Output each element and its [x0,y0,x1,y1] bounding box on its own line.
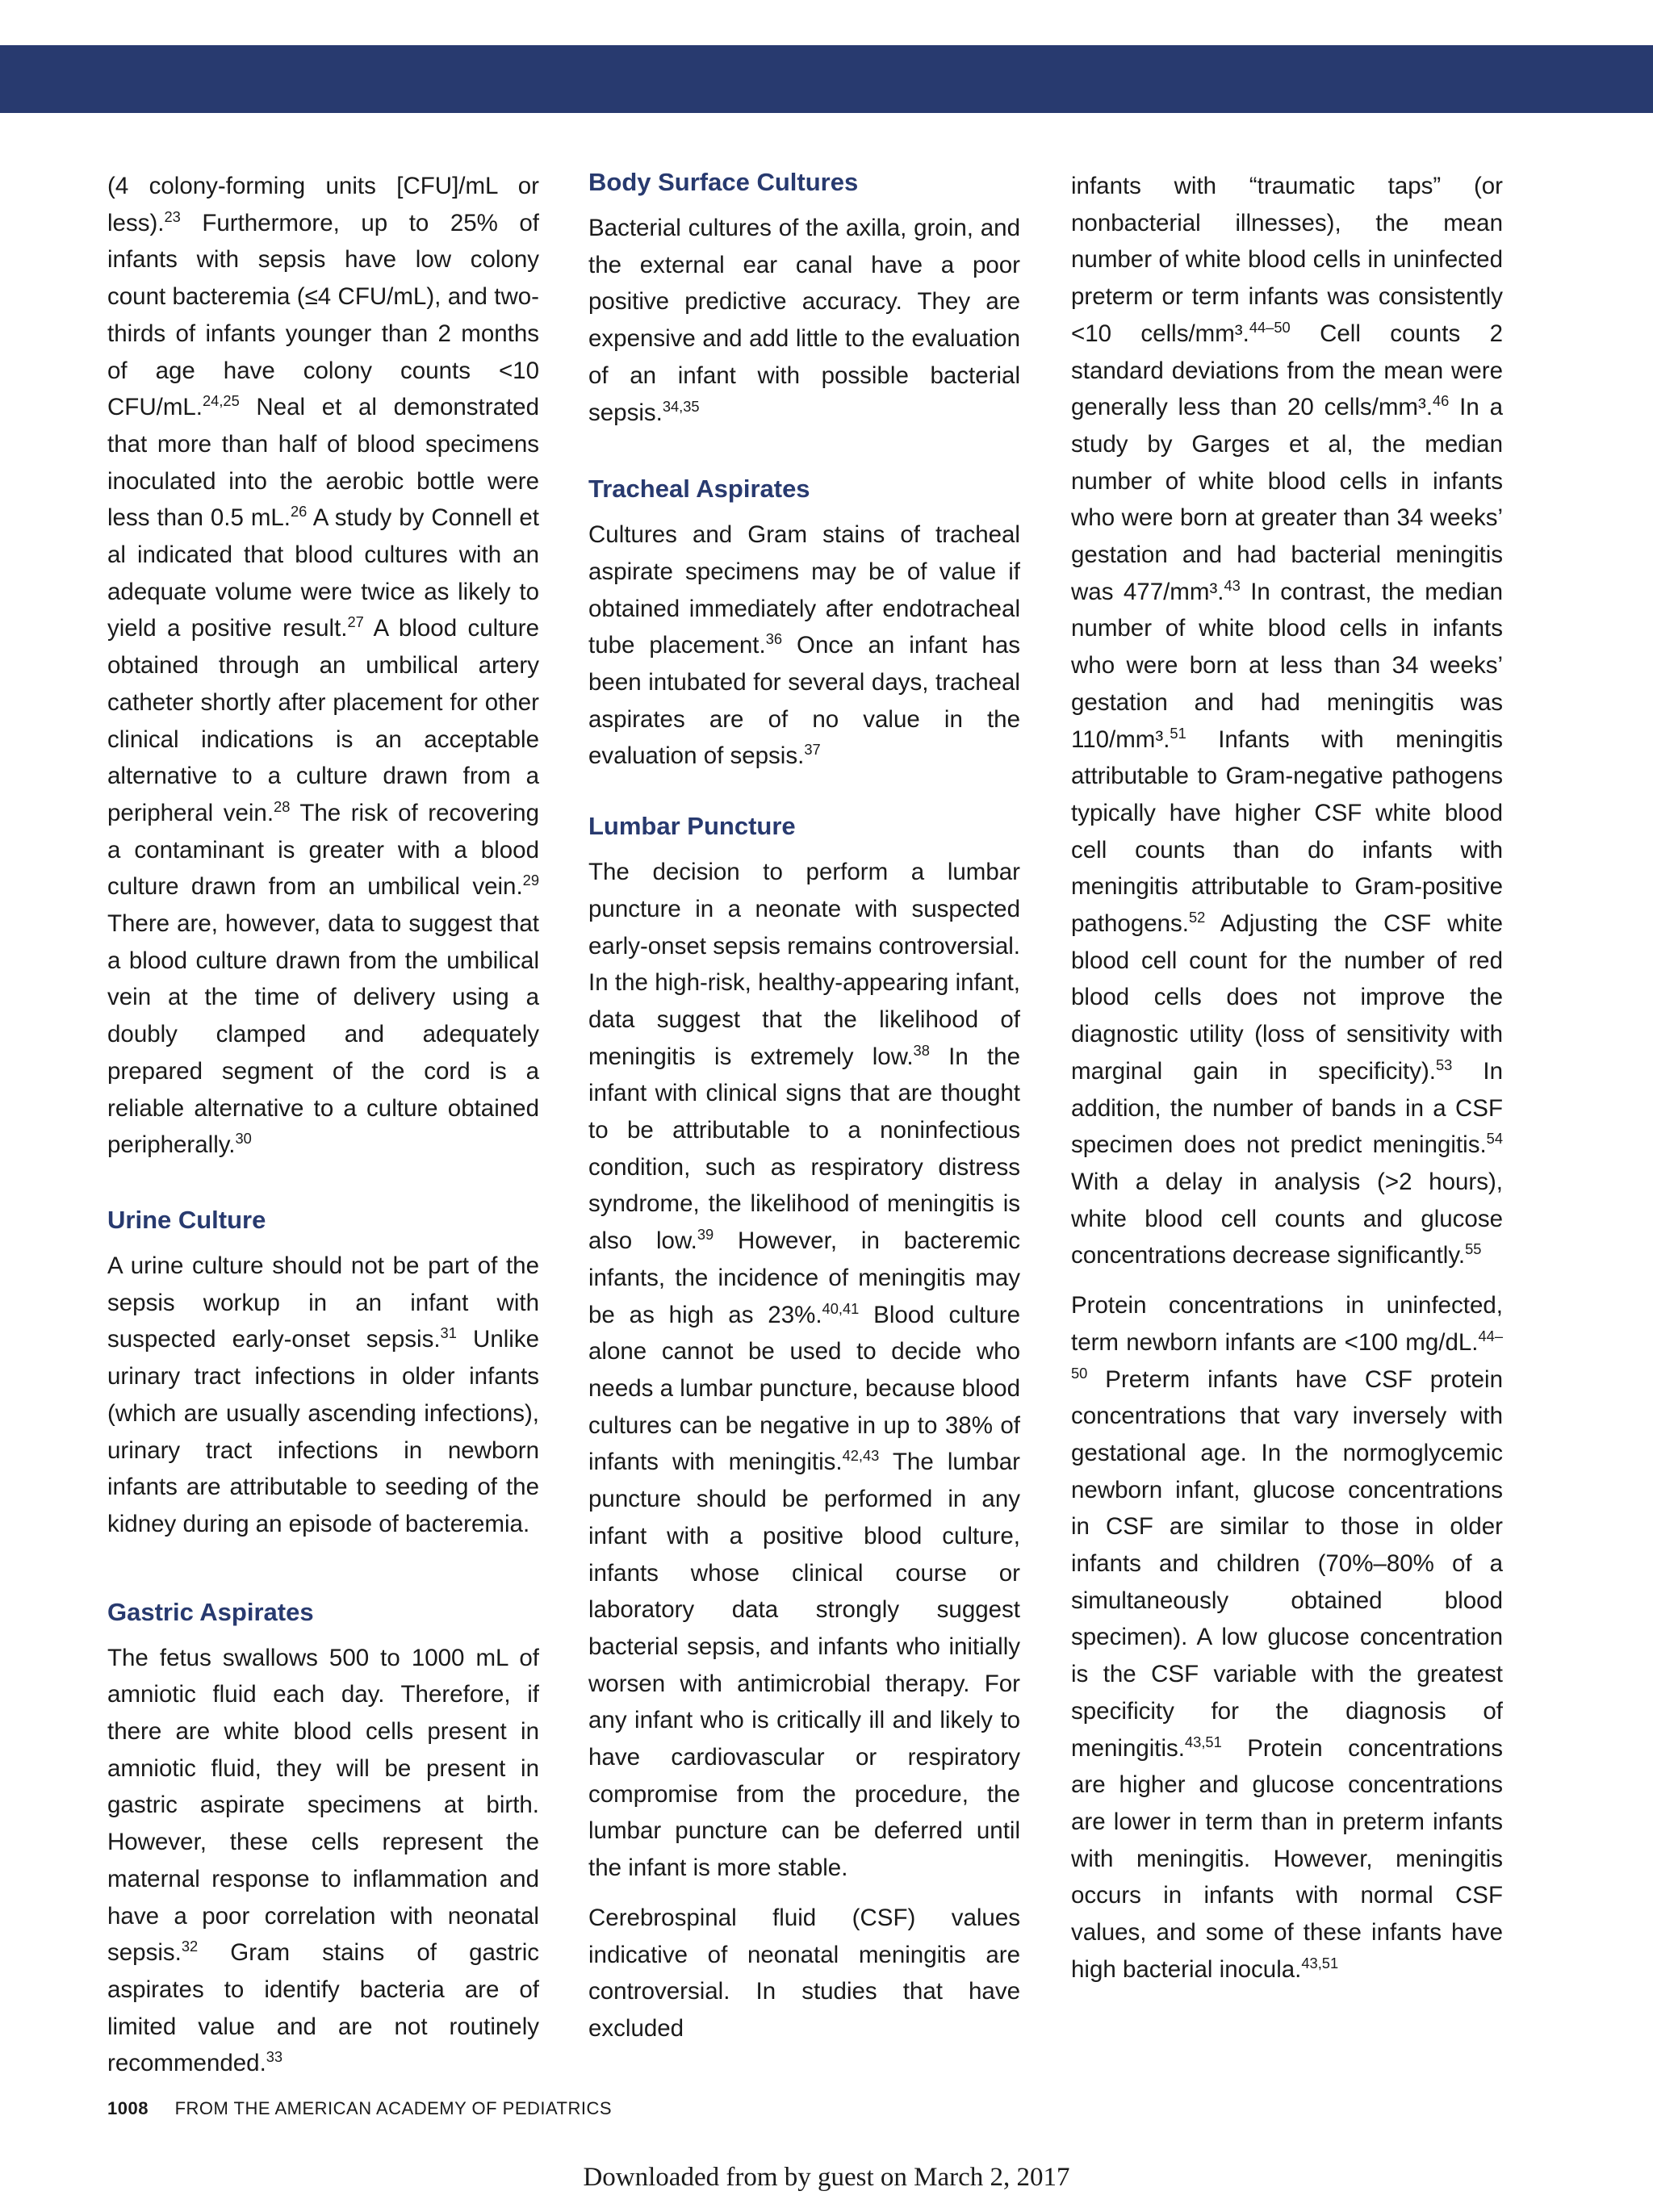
text-run: Neal et al demonstrated that more than half of blood specimens inoculated into the aerobic bottle were less than 0.5 mL. [107,394,539,532]
paragraph-protein-glucose [1071,1287,1503,1988]
text-run: infants with “traumatic taps” (or nonbacterial illnesses), the mean number of white blood cells in uninfected preterm or term infants was consistently <10 cells/mm³. [1071,173,1503,347]
paragraph-tracheal-aspirates [588,516,1020,775]
text-run: A study by Connell et al indicated that blood cultures with an adequate volume were twice as likely to yield a positive result. [107,504,539,642]
text-run: With a delay in analysis (>2 hours), white blood cell counts and glucose concentrations decrease significantly. [1071,1168,1503,1269]
top-banner [0,45,1653,113]
text-run: The fetus swallows 500 to 1000 mL of amniotic fluid each day. Therefore, if there are white blood cells present in amniotic fluid, they will be present in gastric aspirate specimens at birth. However, these cells represent the maternal response to inflammation and have a poor correlation with neonatal sepsis. [107,1644,539,1967]
citation-ref: 33 [266,2048,283,2066]
paragraph-csf-cell-counts [1071,168,1503,1274]
citation-ref: 36 [765,630,783,648]
citation-ref: 38 [913,1041,930,1059]
text-run: Cerebrospinal fluid (CSF) values indicative of neonatal meningitis are controversial. In studies that have excluded [588,1904,1020,2042]
citation-ref: 23 [164,207,181,225]
citation-ref: 30 [235,1130,252,1148]
heading-urine-culture: Urine Culture [107,1205,266,1234]
citation-ref: 53 [1435,1056,1453,1073]
column-3 [1071,168,1503,2001]
citation-ref: 31 [440,1324,457,1342]
heading-gastric-aspirates: Gastric Aspirates [107,1597,314,1626]
citation-ref: 32 [181,1938,199,1955]
journal-source: FROM THE AMERICAN ACADEMY OF PEDIATRICS [174,2098,613,2118]
text-run: In the infant with clinical signs that are thought to be attributable to a noninfectious condition, such as respiratory distress syndrome, the likelihood of meningitis is also low. [588,1043,1020,1255]
text-run: Protein concentrations are higher and glucose concentrations are lower in term than in preterm infants with meningitis. However, meningitis occurs in infants with normal CSF values, and some of these infants have high bacterial inocula. [1071,1734,1503,1983]
text-run: Cell counts 2 standard deviations from the mean were generally less than 20 cells/mm³. [1071,320,1503,421]
text-run: Blood culture alone cannot be used to decide who needs a lumbar puncture, because blood cultures can be negative in up to 38% of infants with meningitis. [588,1301,1020,1476]
citation-ref: 46 [1433,392,1450,410]
page-number: 1008 [107,2098,149,2118]
citation-ref: 42,43 [842,1447,880,1465]
text-run: Adjusting the CSF white blood cell count for the number of red blood cells does not improve the diagnostic utility (loss of sensitivity with marginal gain in specificity). [1071,910,1503,1085]
text-run: There are, however, data to suggest that a blood culture drawn from the umbilical vein at the time of delivery using a doubly clamped and adequately prepared segment of the cord is a reliable alternative to a culture obtained peripherally. [107,910,539,1159]
citation-ref: 43,51 [1185,1733,1222,1750]
text-run: Bacterial cultures of the axilla, groin, and the external ear canal have a poor positive predictive accuracy. They are expensive and add little to the evaluation of an infant with possible bacterial sepsis. [588,215,1020,426]
text-run: (4 colony-forming units [CFU]/mL or less). [107,173,539,236]
text-run: Cultures and Gram stains of tracheal aspirate specimens may be of value if obtained immediately after endotracheal tube placement. [588,521,1020,659]
text-run: However, in bacteremic infants, the incidence of meningitis may be as high as 23%. [588,1227,1020,1328]
text-run: In a study by Garges et al, the median number of white blood cells in infants who were born at greater than 34 weeks’ gestation and had bacterial meningitis was 477/mm³. [1071,394,1503,605]
citation-ref: 43,51 [1301,1954,1339,1972]
citation-ref: 43 [1224,576,1241,594]
text-run: Infants with meningitis attributable to Gram-negative pathogens typically have higher CSF white blood cell counts than do infants with meningitis attributable to Gram-positive pathogens. [1071,725,1503,938]
citation-ref: 24,25 [203,392,240,410]
paragraph-csf-values [588,1900,1020,2047]
heading-body-surface-cultures: Body Surface Cultures [588,168,859,196]
heading-tracheal-aspirates: Tracheal Aspirates [588,475,810,504]
citation-ref: 54 [1486,1130,1503,1148]
heading-lumbar-puncture: Lumbar Puncture [588,812,796,841]
text-run: Once an infant has been intubated for several days, tracheal aspirates are of no value in the evaluation of sepsis. [588,632,1020,770]
text-run: In contrast, the median number of white blood cells in infants who were born at less than 34 weeks’ gestation and had meningitis was 110/mm³. [1071,578,1503,753]
citation-ref: 28 [274,797,291,815]
citation-ref: 39 [697,1226,714,1244]
paragraph-body-surface-cultures [588,210,1020,431]
text-run: In addition, the number of bands in a CSF specimen does not predict meningitis. [1071,1057,1503,1159]
text-run: The decision to perform a lumbar puncture in a neonate with suspected early-onset sepsis remains controversial. In the high-risk, healthy-appearing infant, data suggest that the likelihood of meningitis is extremely low. [588,859,1020,1070]
citation-ref: 34,35 [662,397,700,415]
text-run: The lumbar puncture should be performed in any infant with a positive blood culture, infants whose clinical course or laboratory data strongly suggest bacterial sepsis, and infants who initially worsen with antimicrobial therapy. For any infant who is critically ill and likely to have cardiovascular or respiratory compromise from the procedure, the lumbar puncture can be deferred until the infant is more stable. [588,1449,1020,1882]
citation-ref: 40,41 [822,1299,860,1317]
paragraph-lumbar-puncture [588,854,1020,1887]
citation-ref: 51 [1170,724,1186,742]
page-footer [107,2098,612,2119]
citation-ref: 26 [291,503,308,521]
text-run: Unlike urinary tract infections in older infants (which are usually ascending infections), urinary tract infections in newborn infants are attributable to seeding of the kidney during an episode of bacteremia. [107,1326,539,1537]
citation-ref: 29 [522,872,539,889]
column-2 [588,168,1020,2060]
column-1 [107,168,539,2095]
download-note: Downloaded from by guest on March 2, 2017 [583,2163,1070,2192]
text-run: A urine culture should not be part of the sepsis workup in an infant with suspected early-onset sepsis. [107,1252,539,1353]
citation-ref: 27 [347,613,364,631]
text-run: The risk of recovering a contaminant is greater with a blood culture drawn from an umbilical vein. [107,799,539,901]
text-run: Protein concentrations in uninfected, term newborn infants are <100 mg/dL. [1071,1292,1503,1356]
paragraph-gastric-aspirates [107,1640,539,2082]
citation-ref: 44–50 [1249,318,1291,336]
text-run: Preterm infants have CSF protein concentrations that vary inversely with gestational age. In the normoglycemic newborn infant, glucose concentrations in CSF are similar to those in older infants and children (70%–80% of a simultaneously obtained blood specimen). A low glucose concentration is the CSF variable with the greatest specificity for the diagnosis of meningitis. [1071,1365,1503,1762]
paragraph-blood-culture [107,168,539,1164]
citation-ref: 37 [804,741,821,759]
text-run: Gram stains of gastric aspirates to identify bacteria are of limited value and are not routinely recommended. [107,1939,539,2077]
text-run: Furthermore, up to 25% of infants with sepsis have low colony count bacteremia (≤4 CFU/mL), and two-thirds of infants younger than 2 months of age have colony counts <10 CFU/mL. [107,209,539,421]
paragraph-urine-culture [107,1248,539,1543]
citation-ref: 44–50 [1071,1327,1503,1382]
text-run: A blood culture obtained through an umbilical artery catheter shortly after placement for other clinical indications is an acceptable alternative to a culture drawn from a peripheral vein. [107,615,539,826]
citation-ref: 55 [1465,1240,1482,1258]
citation-ref: 52 [1189,909,1206,926]
